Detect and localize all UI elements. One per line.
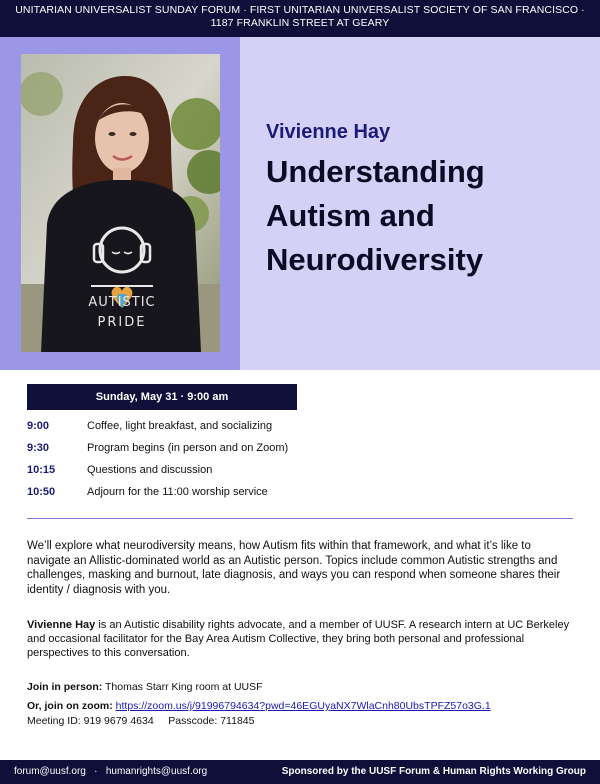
header-line-1: UNITARIAN UNIVERSALIST SUNDAY FORUM · FIRST UNITARIAN UNIVERSALIST SOCIETY OF SAN FRANCISCO · — [15, 4, 585, 16]
schedule-time: 9:30 — [27, 442, 50, 454]
photo-panel — [0, 37, 240, 370]
join-zoom — [27, 700, 587, 713]
bio-name: Vivienne Hay — [27, 619, 96, 631]
schedule-description: Questions and discussion — [87, 464, 213, 476]
zoom-link[interactable]: https://zoom.us/j/91996794634?pwd=46EGUyaNX7WlaCnh80UbsTPFZ57o3G.1 — [115, 700, 491, 712]
in-person-label: Join in person: — [27, 681, 103, 693]
hero-section — [0, 37, 600, 370]
schedule-time: 9:00 — [27, 420, 50, 432]
schedule-description: Coffee, light breakfast, and socializing — [87, 420, 273, 432]
schedule-description: Adjourn for the 11:00 worship service — [87, 486, 268, 498]
in-person-location: Thomas Starr King room at UUSF — [102, 681, 263, 693]
schedule-row — [27, 441, 567, 463]
schedule-row — [27, 463, 567, 485]
schedule-description: Program begins (in person and on Zoom) — [87, 442, 289, 454]
meeting-credentials: Meeting ID: 919 9679 4634 Passcode: 711845 — [27, 715, 255, 727]
header-banner — [0, 0, 600, 37]
schedule-list — [27, 419, 567, 507]
event-date-bar: Sunday, May 31 · 9:00 am — [27, 384, 297, 410]
shirt-word-pride: PRIDE — [97, 315, 147, 330]
header-line-2: 1187 FRANKLIN STREET AT GEARY — [210, 17, 390, 29]
speaker-photo — [21, 54, 220, 352]
shirt-word-autistic: AUTISTIC — [88, 295, 156, 310]
event-description: We’ll explore what neurodiversity means, how Autism fits within that framework, and what it’s like to navigate an Allistic-dominated world as an Autistic person. Topics include common Autistic strengths and challenges, masking and burnout, late diagnosis, and ways you can respond when someone shares their identity / diagnosis with you. — [27, 540, 561, 596]
footer-bar — [0, 760, 600, 784]
join-in-person — [27, 681, 587, 694]
sponsor-text: Sponsored by the UUSF Forum & Human Rights Working Group — [281, 766, 586, 777]
schedule-row — [27, 485, 567, 507]
speaker-bio — [27, 618, 575, 660]
bio-text: is an Autistic disability rights advocate, and a member of UUSF. A research intern at UC Berkeley and occasional facilitator for the Bay Area Autism Collective, they bring both personal and professional perspectives to this conversation. — [27, 619, 570, 659]
speaker-portrait-illustration — [21, 54, 220, 352]
schedule-row — [27, 419, 567, 441]
zoom-label: Or, join on zoom: — [27, 700, 113, 712]
schedule-time: 10:15 — [27, 464, 56, 476]
speaker-name: Vivienne Hay — [266, 121, 391, 143]
event-title: Understanding Autism and Neurodiversity — [266, 154, 485, 277]
schedule-time: 10:50 — [27, 486, 56, 498]
section-divider — [27, 518, 573, 519]
contact-emails: forum@uusf.org · humanrights@uusf.org — [14, 766, 208, 777]
